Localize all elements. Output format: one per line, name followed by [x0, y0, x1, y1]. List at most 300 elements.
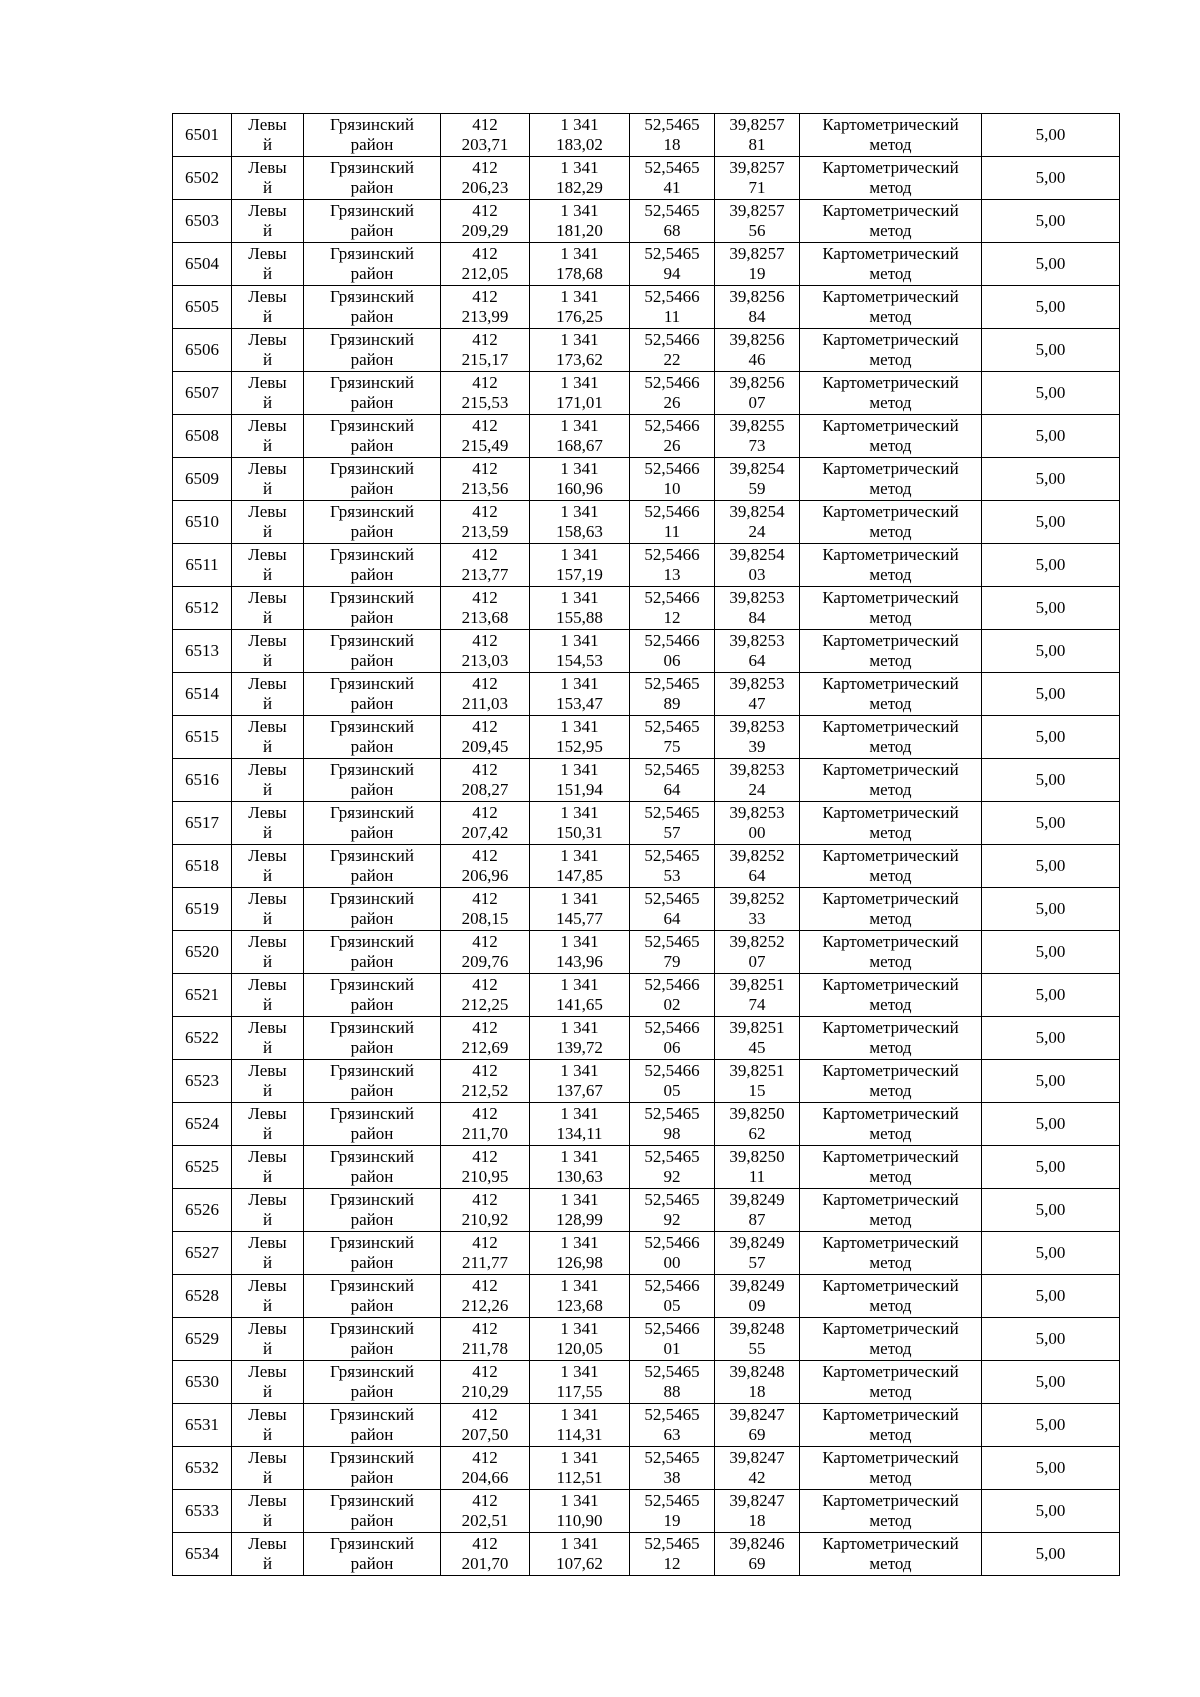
longitude-line-2: 62	[748, 1124, 766, 1143]
method-line-2: метод	[869, 1511, 912, 1530]
x-coordinate-line-2: 211,77	[461, 1253, 509, 1272]
longitude-line-2: 18	[748, 1382, 766, 1401]
longitude-line-1: 39,8256	[729, 373, 785, 392]
side-line-1: Левы	[248, 803, 287, 822]
y-coordinate-line-2: 182,29	[556, 178, 603, 197]
latitude-line-1: 52,5465	[644, 1147, 700, 1166]
x-coordinate-cell	[441, 415, 530, 458]
x-coordinate-cell	[441, 1404, 530, 1447]
side-line-2: й	[262, 135, 273, 154]
point-number-cell: 6529	[173, 1318, 232, 1361]
method-line-1: Картометрический	[822, 588, 959, 607]
table-row	[173, 974, 1120, 1017]
point-number-cell: 6506	[173, 329, 232, 372]
y-coordinate-cell	[530, 1017, 630, 1060]
x-coordinate-line-2: 209,76	[461, 952, 509, 971]
method-line-2: метод	[869, 350, 912, 369]
longitude-line-1: 39,8249	[729, 1276, 785, 1295]
x-coordinate-cell	[441, 1318, 530, 1361]
table-row	[173, 673, 1120, 716]
area-line-1: Грязинский	[330, 1405, 414, 1424]
latitude-line-1: 52,5465	[644, 201, 700, 220]
area-cell	[304, 501, 441, 544]
latitude-line-2: 26	[663, 436, 681, 455]
x-coordinate-line-2: 202,51	[461, 1511, 509, 1530]
method-cell	[800, 716, 982, 759]
method-line-2: метод	[869, 565, 912, 584]
latitude-line-2: 92	[663, 1167, 681, 1186]
longitude-line-1: 39,8247	[729, 1448, 785, 1467]
area-line-1: Грязинский	[330, 1362, 414, 1381]
method-line-1: Картометрический	[822, 201, 959, 220]
latitude-line-2: 05	[663, 1296, 681, 1315]
latitude-line-1: 52,5466	[644, 1233, 700, 1252]
y-coordinate-cell	[530, 802, 630, 845]
x-coordinate-line-1: 412	[472, 1405, 498, 1424]
longitude-line-2: 33	[748, 909, 766, 928]
x-coordinate-cell	[441, 888, 530, 931]
x-coordinate-cell	[441, 1103, 530, 1146]
method-line-1: Картометрический	[822, 1104, 959, 1123]
method-line-2: метод	[869, 1210, 912, 1229]
table-row	[173, 1447, 1120, 1490]
y-coordinate-line-2: 139,72	[556, 1038, 603, 1057]
latitude-cell	[630, 1490, 715, 1533]
y-coordinate-line-2: 176,25	[556, 307, 603, 326]
accuracy-cell: 5,00	[982, 114, 1120, 157]
method-line-2: метод	[869, 823, 912, 842]
side-line-1: Левы	[248, 588, 287, 607]
y-coordinate-cell	[530, 1318, 630, 1361]
method-cell	[800, 458, 982, 501]
method-line-1: Картометрический	[822, 1061, 959, 1080]
latitude-line-1: 52,5466	[644, 1276, 700, 1295]
longitude-line-2: 57	[748, 1253, 766, 1272]
point-number-cell: 6532	[173, 1447, 232, 1490]
area-line-1: Грязинский	[330, 846, 414, 865]
x-coordinate-line-1: 412	[472, 588, 498, 607]
latitude-cell	[630, 200, 715, 243]
side-line-1: Левы	[248, 1319, 287, 1338]
accuracy-cell: 5,00	[982, 1232, 1120, 1275]
x-coordinate-line-2: 208,27	[461, 780, 509, 799]
y-coordinate-line-1: 1 341	[560, 502, 599, 521]
latitude-line-2: 63	[663, 1425, 681, 1444]
area-line-1: Грязинский	[330, 1018, 414, 1037]
method-cell	[800, 1017, 982, 1060]
table-row	[173, 243, 1120, 286]
area-line-2: район	[350, 1210, 394, 1229]
method-line-1: Картометрический	[822, 803, 959, 822]
x-coordinate-cell	[441, 587, 530, 630]
x-coordinate-line-2: 212,25	[461, 995, 509, 1014]
method-line-2: метод	[869, 909, 912, 928]
longitude-line-1: 39,8257	[729, 158, 785, 177]
table-row	[173, 1490, 1120, 1533]
side-line-2: й	[262, 737, 273, 756]
longitude-cell	[715, 888, 800, 931]
side-line-1: Левы	[248, 502, 287, 521]
method-cell	[800, 1361, 982, 1404]
area-line-1: Грязинский	[330, 631, 414, 650]
area-cell	[304, 458, 441, 501]
latitude-line-2: 11	[663, 522, 681, 541]
x-coordinate-cell	[441, 845, 530, 888]
x-coordinate-line-1: 412	[472, 287, 498, 306]
area-line-2: район	[350, 1511, 394, 1530]
method-cell	[800, 587, 982, 630]
area-cell	[304, 759, 441, 802]
latitude-line-2: 89	[663, 694, 681, 713]
y-coordinate-line-1: 1 341	[560, 158, 599, 177]
table-row	[173, 1404, 1120, 1447]
accuracy-cell: 5,00	[982, 1275, 1120, 1318]
longitude-line-2: 74	[748, 995, 766, 1014]
accuracy-cell: 5,00	[982, 415, 1120, 458]
method-line-2: метод	[869, 307, 912, 326]
side-cell	[232, 114, 304, 157]
accuracy-cell: 5,00	[982, 1404, 1120, 1447]
method-line-1: Картометрический	[822, 545, 959, 564]
y-coordinate-cell	[530, 1232, 630, 1275]
method-line-1: Картометрический	[822, 115, 959, 134]
x-coordinate-line-1: 412	[472, 416, 498, 435]
y-coordinate-cell	[530, 716, 630, 759]
x-coordinate-cell	[441, 458, 530, 501]
method-line-1: Картометрический	[822, 373, 959, 392]
area-cell	[304, 329, 441, 372]
longitude-line-2: 84	[748, 307, 766, 326]
side-line-1: Левы	[248, 373, 287, 392]
area-line-2: район	[350, 1425, 394, 1444]
x-coordinate-line-1: 412	[472, 502, 498, 521]
latitude-cell	[630, 716, 715, 759]
y-coordinate-line-2: 181,20	[556, 221, 603, 240]
area-cell	[304, 1361, 441, 1404]
method-line-2: метод	[869, 1296, 912, 1315]
latitude-cell	[630, 1232, 715, 1275]
x-coordinate-line-1: 412	[472, 1190, 498, 1209]
side-line-1: Левы	[248, 1534, 287, 1553]
point-number-cell: 6531	[173, 1404, 232, 1447]
area-line-2: район	[350, 651, 394, 670]
x-coordinate-line-1: 412	[472, 1018, 498, 1037]
accuracy-cell: 5,00	[982, 888, 1120, 931]
latitude-line-1: 52,5466	[644, 588, 700, 607]
latitude-cell	[630, 1103, 715, 1146]
x-coordinate-line-1: 412	[472, 1147, 498, 1166]
y-coordinate-cell	[530, 415, 630, 458]
method-line-1: Картометрический	[822, 158, 959, 177]
method-line-1: Картометрический	[822, 1147, 959, 1166]
area-line-1: Грязинский	[330, 889, 414, 908]
latitude-line-2: 53	[663, 866, 681, 885]
longitude-cell	[715, 759, 800, 802]
side-line-1: Левы	[248, 158, 287, 177]
latitude-line-1: 52,5466	[644, 459, 700, 478]
area-line-2: район	[350, 221, 394, 240]
method-line-1: Картометрический	[822, 287, 959, 306]
method-line-2: метод	[869, 651, 912, 670]
area-line-1: Грязинский	[330, 545, 414, 564]
method-line-2: метод	[869, 1382, 912, 1401]
y-coordinate-line-2: 168,67	[556, 436, 603, 455]
x-coordinate-line-2: 204,66	[461, 1468, 509, 1487]
method-line-2: метод	[869, 264, 912, 283]
point-number-cell: 6502	[173, 157, 232, 200]
area-line-2: район	[350, 909, 394, 928]
method-line-2: метод	[869, 178, 912, 197]
x-coordinate-line-2: 206,23	[461, 178, 509, 197]
side-line-1: Левы	[248, 1061, 287, 1080]
side-line-1: Левы	[248, 1448, 287, 1467]
x-coordinate-line-2: 207,50	[461, 1425, 509, 1444]
x-coordinate-line-1: 412	[472, 115, 498, 134]
longitude-line-2: 09	[748, 1296, 766, 1315]
side-line-1: Левы	[248, 330, 287, 349]
longitude-line-1: 39,8256	[729, 330, 785, 349]
side-line-1: Левы	[248, 244, 287, 263]
x-coordinate-line-1: 412	[472, 1061, 498, 1080]
area-line-2: район	[350, 307, 394, 326]
y-coordinate-line-1: 1 341	[560, 631, 599, 650]
latitude-line-1: 52,5465	[644, 717, 700, 736]
method-line-1: Картометрический	[822, 416, 959, 435]
side-line-2: й	[262, 1038, 273, 1057]
method-line-1: Картометрический	[822, 975, 959, 994]
table-row	[173, 157, 1120, 200]
latitude-cell	[630, 630, 715, 673]
latitude-cell	[630, 157, 715, 200]
area-cell	[304, 1189, 441, 1232]
area-line-1: Грязинский	[330, 1276, 414, 1295]
side-line-2: й	[262, 264, 273, 283]
y-coordinate-line-2: 178,68	[556, 264, 603, 283]
method-line-1: Картометрический	[822, 674, 959, 693]
side-line-1: Левы	[248, 1405, 287, 1424]
accuracy-cell: 5,00	[982, 802, 1120, 845]
side-cell	[232, 544, 304, 587]
side-line-1: Левы	[248, 1362, 287, 1381]
method-line-1: Картометрический	[822, 1233, 959, 1252]
area-line-1: Грязинский	[330, 330, 414, 349]
y-coordinate-line-2: 150,31	[556, 823, 603, 842]
y-coordinate-cell	[530, 974, 630, 1017]
y-coordinate-line-2: 114,31	[556, 1425, 603, 1444]
latitude-line-2: 05	[663, 1081, 681, 1100]
method-cell	[800, 1318, 982, 1361]
latitude-line-1: 52,5466	[644, 631, 700, 650]
method-cell	[800, 888, 982, 931]
point-number-cell: 6523	[173, 1060, 232, 1103]
x-coordinate-line-1: 412	[472, 1276, 498, 1295]
side-line-2: й	[262, 479, 273, 498]
y-coordinate-line-2: 130,63	[556, 1167, 603, 1186]
point-number-cell: 6505	[173, 286, 232, 329]
longitude-line-1: 39,8248	[729, 1362, 785, 1381]
longitude-line-1: 39,8253	[729, 803, 785, 822]
area-line-1: Грязинский	[330, 1147, 414, 1166]
area-line-1: Грязинский	[330, 1061, 414, 1080]
latitude-line-1: 52,5465	[644, 1534, 700, 1553]
method-cell	[800, 974, 982, 1017]
method-line-1: Картометрический	[822, 330, 959, 349]
side-cell	[232, 286, 304, 329]
latitude-cell	[630, 372, 715, 415]
longitude-line-1: 39,8251	[729, 975, 785, 994]
method-cell	[800, 845, 982, 888]
side-cell	[232, 1404, 304, 1447]
area-cell	[304, 1318, 441, 1361]
longitude-line-2: 15	[748, 1081, 766, 1100]
y-coordinate-line-1: 1 341	[560, 1190, 599, 1209]
point-number-cell: 6511	[173, 544, 232, 587]
y-coordinate-line-1: 1 341	[560, 932, 599, 951]
longitude-cell	[715, 157, 800, 200]
y-coordinate-line-2: 157,19	[556, 565, 603, 584]
method-line-2: метод	[869, 952, 912, 971]
longitude-line-2: 59	[748, 479, 766, 498]
area-line-2: район	[350, 479, 394, 498]
side-line-1: Левы	[248, 975, 287, 994]
longitude-line-2: 07	[748, 952, 766, 971]
x-coordinate-line-2: 206,96	[461, 866, 509, 885]
longitude-line-1: 39,8251	[729, 1061, 785, 1080]
table-body	[173, 114, 1120, 1576]
area-cell	[304, 716, 441, 759]
latitude-line-1: 52,5465	[644, 1448, 700, 1467]
y-coordinate-line-2: 128,99	[556, 1210, 603, 1229]
side-line-2: й	[262, 436, 273, 455]
side-line-1: Левы	[248, 287, 287, 306]
accuracy-cell: 5,00	[982, 1490, 1120, 1533]
table-row	[173, 372, 1120, 415]
latitude-cell	[630, 1060, 715, 1103]
latitude-line-2: 26	[663, 393, 681, 412]
x-coordinate-cell	[441, 1533, 530, 1576]
accuracy-cell: 5,00	[982, 1318, 1120, 1361]
longitude-line-2: 87	[748, 1210, 766, 1229]
longitude-cell	[715, 415, 800, 458]
x-coordinate-cell	[441, 630, 530, 673]
x-coordinate-line-2: 215,53	[461, 393, 509, 412]
method-cell	[800, 1060, 982, 1103]
x-coordinate-cell	[441, 200, 530, 243]
side-cell	[232, 501, 304, 544]
latitude-line-2: 75	[663, 737, 681, 756]
side-cell	[232, 1146, 304, 1189]
area-line-2: район	[350, 952, 394, 971]
y-coordinate-line-1: 1 341	[560, 287, 599, 306]
y-coordinate-cell	[530, 329, 630, 372]
x-coordinate-cell	[441, 501, 530, 544]
y-coordinate-cell	[530, 1189, 630, 1232]
method-line-1: Картометрический	[822, 846, 959, 865]
latitude-line-2: 01	[663, 1339, 681, 1358]
side-cell	[232, 243, 304, 286]
longitude-cell	[715, 1017, 800, 1060]
x-coordinate-line-2: 210,29	[461, 1382, 509, 1401]
latitude-line-1: 52,5465	[644, 803, 700, 822]
y-coordinate-line-1: 1 341	[560, 717, 599, 736]
latitude-cell	[630, 1017, 715, 1060]
y-coordinate-line-1: 1 341	[560, 373, 599, 392]
method-cell	[800, 802, 982, 845]
area-line-1: Грязинский	[330, 416, 414, 435]
method-line-2: метод	[869, 737, 912, 756]
x-coordinate-line-1: 412	[472, 631, 498, 650]
method-cell	[800, 1189, 982, 1232]
area-cell	[304, 1447, 441, 1490]
x-coordinate-cell	[441, 1447, 530, 1490]
side-line-1: Левы	[248, 416, 287, 435]
longitude-line-2: 00	[748, 823, 766, 842]
side-line-1: Левы	[248, 1147, 287, 1166]
point-number-cell: 6517	[173, 802, 232, 845]
table-row	[173, 587, 1120, 630]
longitude-line-2: 24	[748, 780, 766, 799]
point-number-cell: 6515	[173, 716, 232, 759]
method-cell	[800, 114, 982, 157]
longitude-line-1: 39,8254	[729, 545, 785, 564]
side-line-2: й	[262, 178, 273, 197]
area-line-2: район	[350, 995, 394, 1014]
longitude-cell	[715, 587, 800, 630]
y-coordinate-line-1: 1 341	[560, 1233, 599, 1252]
longitude-line-2: 69	[748, 1554, 766, 1573]
area-line-1: Грязинский	[330, 373, 414, 392]
accuracy-cell: 5,00	[982, 501, 1120, 544]
table-row	[173, 501, 1120, 544]
side-line-2: й	[262, 1081, 273, 1100]
y-coordinate-line-1: 1 341	[560, 1018, 599, 1037]
method-line-2: метод	[869, 1339, 912, 1358]
latitude-cell	[630, 931, 715, 974]
area-line-1: Грязинский	[330, 158, 414, 177]
y-coordinate-line-2: 155,88	[556, 608, 603, 627]
y-coordinate-line-2: 112,51	[556, 1468, 603, 1487]
longitude-line-2: 24	[748, 522, 766, 541]
table-row	[173, 329, 1120, 372]
method-cell	[800, 329, 982, 372]
latitude-line-1: 52,5465	[644, 846, 700, 865]
method-cell	[800, 759, 982, 802]
area-line-1: Грязинский	[330, 932, 414, 951]
y-coordinate-line-2: 120,05	[556, 1339, 603, 1358]
y-coordinate-cell	[530, 1103, 630, 1146]
x-coordinate-line-1: 412	[472, 1491, 498, 1510]
x-coordinate-cell	[441, 286, 530, 329]
x-coordinate-line-1: 412	[472, 1534, 498, 1553]
latitude-line-2: 94	[663, 264, 681, 283]
longitude-line-2: 55	[748, 1339, 766, 1358]
x-coordinate-cell	[441, 1189, 530, 1232]
method-cell	[800, 1232, 982, 1275]
area-line-1: Грязинский	[330, 1233, 414, 1252]
side-line-2: й	[262, 1253, 273, 1272]
longitude-line-1: 39,8247	[729, 1491, 785, 1510]
latitude-cell	[630, 114, 715, 157]
x-coordinate-cell	[441, 372, 530, 415]
x-coordinate-line-2: 210,95	[461, 1167, 509, 1186]
longitude-line-1: 39,8249	[729, 1233, 785, 1252]
longitude-line-1: 39,8252	[729, 932, 785, 951]
longitude-cell	[715, 544, 800, 587]
x-coordinate-cell	[441, 1361, 530, 1404]
side-line-2: й	[262, 1339, 273, 1358]
side-cell	[232, 888, 304, 931]
point-number-cell: 6534	[173, 1533, 232, 1576]
